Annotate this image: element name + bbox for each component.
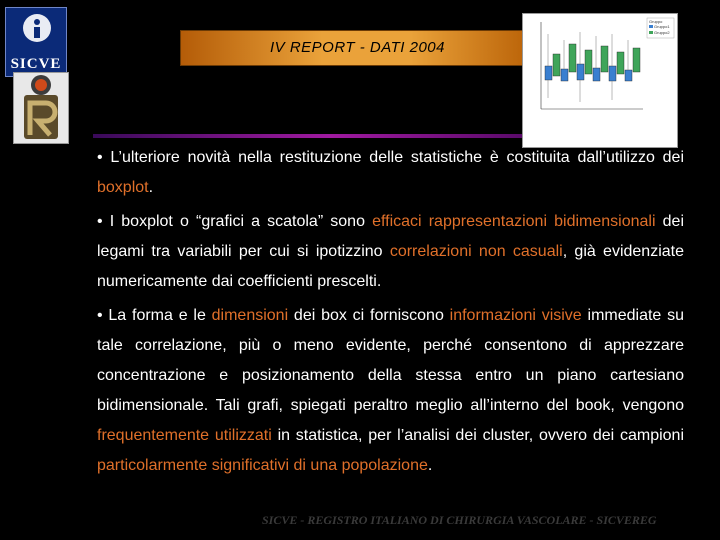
text-run: • I boxplot o “grafici a scatola” sono (97, 213, 373, 230)
legend-item: Gruppo2 (654, 30, 670, 35)
legend-title: Gruppo (649, 19, 663, 24)
r-software-logo (13, 72, 69, 144)
highlighted-term: particolarmente significativi di una popolazione (97, 457, 428, 474)
highlighted-term: informazioni visive (449, 307, 582, 324)
text-run: dei box ci forniscono (288, 307, 450, 324)
text-run: dei legami tra variabili per cui si ipotizzino (97, 213, 684, 260)
report-title: IV REPORT - DATI 2004 (270, 39, 445, 56)
text-run: in statistica, per l’analisi dei cluster, ovvero dei campioni (271, 427, 685, 444)
paragraph (97, 143, 684, 203)
report-title-banner (180, 30, 535, 66)
text-run: . (148, 179, 154, 196)
text-run: • L’ulteriore novità nella restituzione delle statistiche è costituita dall’utilizzo dei (97, 149, 684, 166)
highlighted-term: frequentemente utilizzati (97, 427, 272, 444)
highlighted-term: correlazioni non casuali (389, 243, 563, 260)
r-logo-icon (14, 73, 68, 143)
text-run: • La forma e le (97, 307, 212, 324)
highlighted-term: boxplot (97, 179, 149, 196)
text-run: . (427, 457, 433, 474)
text-run: immediate su tale correlazione, più o meno evidente, perché consentono di apprezzare concentrazione e posizionamento della stessa entro un piano cartesiano bidimensionale. Tali grafi, spiegati peraltro meglio all’interno del book, vengono (97, 307, 685, 414)
text-run: , già evidenziate numericamente dai coefficienti prescelti. (97, 243, 685, 290)
highlighted-term: efficaci rappresentazioni bidimensionali (372, 213, 656, 230)
footer-text: SICVE - REGISTRO ITALIANO DI CHIRURGIA VASCOLARE - SICVEREG (262, 513, 657, 527)
sicve-logo (5, 7, 67, 77)
paragraph (97, 207, 684, 297)
sicve-logo-text: SICVE (10, 56, 62, 72)
paragraph (97, 301, 684, 481)
slide-body (97, 143, 684, 485)
sicve-emblem-icon (23, 14, 51, 42)
boxplot-thumbnail (522, 13, 678, 148)
legend-item: Gruppo1 (654, 24, 670, 29)
highlighted-term: dimensioni (211, 307, 289, 324)
decorative-divider (93, 134, 525, 138)
